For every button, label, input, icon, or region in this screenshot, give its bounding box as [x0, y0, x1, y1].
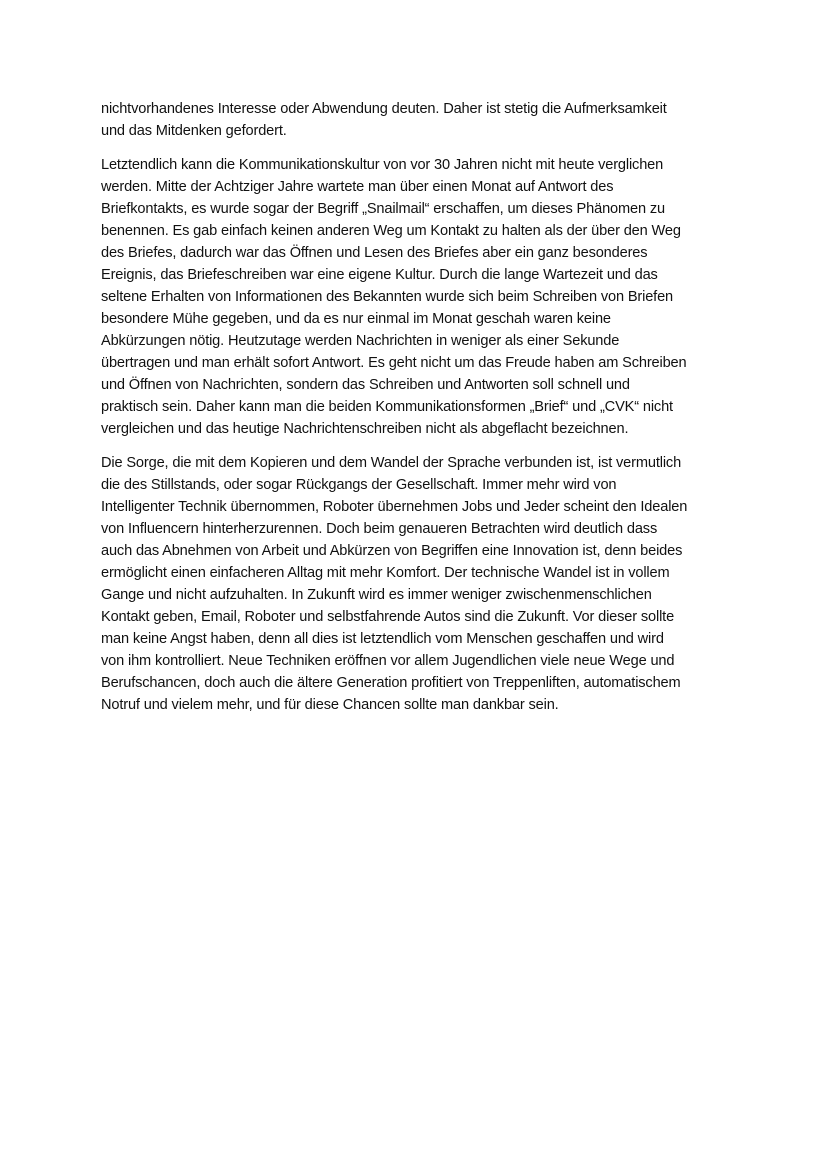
text-line: von Influencern hinterherzurennen. Doch beim genaueren Betrachten wird deutlich dass — [101, 521, 658, 537]
text-line: Letztendlich kann die Kommunikationskultur von vor 30 Jahren nicht mit heute verglichen — [101, 157, 664, 173]
text-line: von ihm kontrolliert. Neue Techniken eröffnen vor allem Jugendlichen viele neue Wege und — [101, 653, 675, 669]
text-line: Intelligenter Technik übernommen, Roboter übernehmen Jobs und Jeder scheint den Idealen — [101, 499, 688, 515]
text-line: ermöglicht einen einfacheren Alltag mit mehr Komfort. Der technische Wandel ist in vollem — [101, 565, 670, 581]
document-body — [101, 98, 741, 728]
text-line: Kontakt geben, Email, Roboter und selbstfahrende Autos sind die Zukunft. Vor dieser sollte — [101, 609, 675, 625]
text-line: praktisch sein. Daher kann man die beiden Kommunikationsformen „Brief“ und „CVK“ nicht — [101, 399, 673, 415]
text-line: des Briefes, dadurch war das Öffnen und Lesen des Briefes aber ein ganz besonderes — [101, 245, 648, 261]
text-line: Briefkontakts, es wurde sogar der Begriff „Snailmail“ erschaffen, um dieses Phänomen zu — [101, 201, 665, 217]
text-line: Gange und nicht aufzuhalten. In Zukunft wird es immer weniger zwischenmenschlichen — [101, 587, 652, 603]
text-line: Berufschancen, doch auch die ältere Generation profitiert von Treppenliften, automatischem — [101, 675, 681, 691]
text-line: Die Sorge, die mit dem Kopieren und dem Wandel der Sprache verbunden ist, ist vermutlich — [101, 455, 682, 471]
text-line: seltene Erhalten von Informationen des Bekannten wurde sich beim Schreiben von Briefen — [101, 289, 674, 305]
paragraph-2 — [101, 154, 741, 440]
text-line: vergleichen und das heutige Nachrichtenschreiben nicht als abgeflacht bezeichnen. — [101, 421, 629, 437]
text-line: übertragen und man erhält sofort Antwort. Es geht nicht um das Freude haben am Schreiben — [101, 355, 687, 371]
text-line: Ereignis, das Briefeschreiben war eine eigene Kultur. Durch die lange Wartezeit und das — [101, 267, 658, 283]
text-line: benennen. Es gab einfach keinen anderen Weg um Kontakt zu halten als der über den Weg — [101, 223, 681, 239]
text-line: nichtvorhandenes Interesse oder Abwendung deuten. Daher ist stetig die Aufmerksamkeit — [101, 101, 667, 117]
text-line: besondere Mühe gegeben, und da es nur einmal im Monat geschah waren keine — [101, 311, 611, 327]
text-line: Notruf und vielem mehr, und für diese Chancen sollte man dankbar sein. — [101, 697, 559, 713]
text-line: und Öffnen von Nachrichten, sondern das Schreiben und Antworten soll schnell und — [101, 377, 630, 393]
text-line: werden. Mitte der Achtziger Jahre wartete man über einen Monat auf Antwort des — [101, 179, 614, 195]
text-line: auch das Abnehmen von Arbeit und Abkürzen von Begriffen eine Innovation ist, denn beides — [101, 543, 683, 559]
paragraph-1 — [101, 98, 741, 142]
text-line: die des Stillstands, oder sogar Rückgangs der Gesellschaft. Immer mehr wird von — [101, 477, 617, 493]
paragraph-3 — [101, 452, 741, 716]
text-line: man keine Angst haben, denn all dies ist letztendlich vom Menschen geschaffen und wird — [101, 631, 664, 647]
text-line: und das Mitdenken gefordert. — [101, 123, 287, 139]
text-line: Abkürzungen nötig. Heutzutage werden Nachrichten in weniger als einer Sekunde — [101, 333, 620, 349]
